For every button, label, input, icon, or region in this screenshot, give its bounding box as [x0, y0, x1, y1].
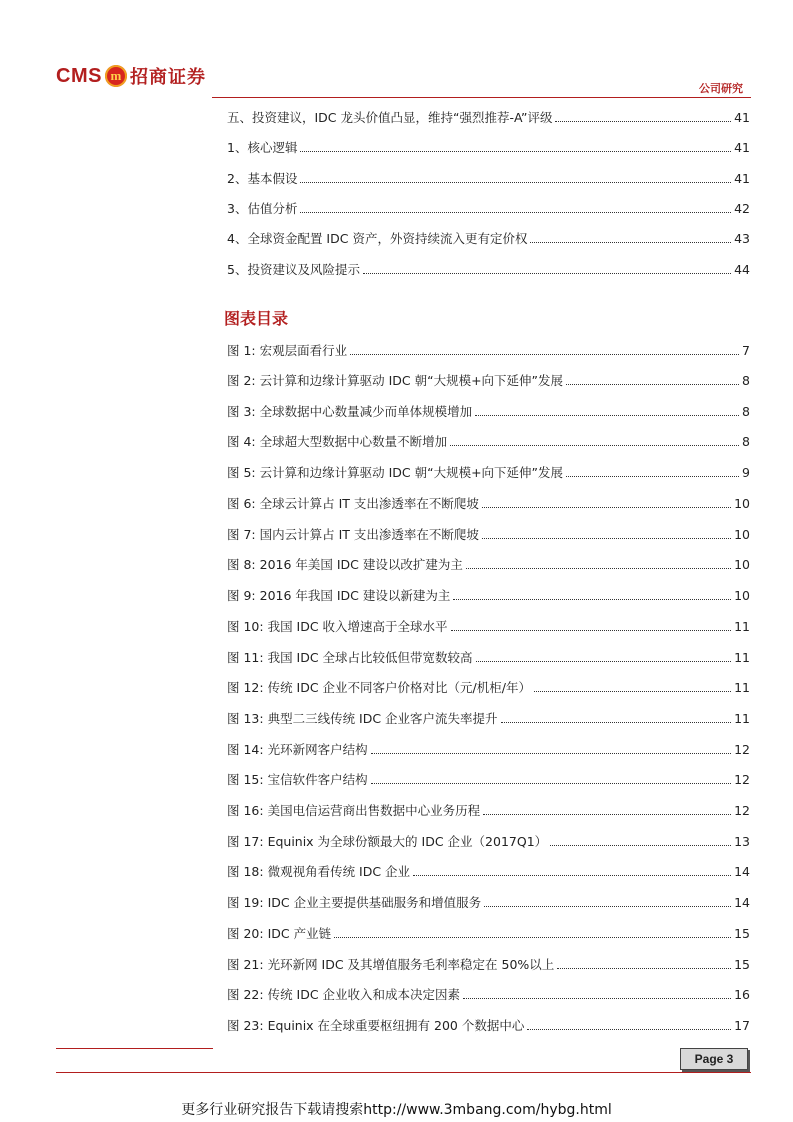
logo-badge-icon: m [105, 65, 127, 87]
figure-item[interactable] [227, 1016, 750, 1034]
figure-item-label: 图 14: 光环新网客户结构 [227, 742, 368, 757]
footnote-divider [56, 1048, 213, 1049]
toc-leader-dots [334, 937, 731, 938]
toc-leader-dots [501, 722, 732, 723]
figure-item-label: 图 10: 我国 IDC 收入增速高于全球水平 [227, 619, 448, 634]
figure-item-page: 14 [734, 864, 750, 879]
toc-item-page: 43 [734, 231, 750, 246]
toc-leader-dots [300, 182, 731, 183]
toc-leader-dots [483, 814, 731, 815]
figure-item-page: 15 [734, 957, 750, 972]
logo-chinese-text: 招商证券 [129, 67, 206, 88]
toc-item-page: 41 [734, 110, 750, 125]
toc-leader-dots [413, 875, 731, 876]
figure-item[interactable] [227, 740, 750, 758]
toc-leader-dots [363, 273, 731, 274]
toc-leader-dots [451, 630, 732, 631]
toc-leader-dots [350, 354, 739, 355]
figure-item[interactable] [227, 617, 750, 635]
figure-item[interactable] [227, 525, 750, 543]
figure-item-page: 8 [742, 373, 750, 388]
toc-item-label: 五、投资建议，IDC 龙头价值凸显，维持“强烈推荐-A”评级 [227, 110, 553, 125]
toc-leader-dots [466, 568, 731, 569]
toc-leader-dots [476, 661, 732, 662]
toc-item[interactable] [227, 169, 750, 187]
toc-leader-dots [453, 599, 731, 600]
figure-item-label: 图 1: 宏观层面看行业 [227, 343, 348, 358]
toc-leader-dots [566, 384, 739, 385]
figure-item[interactable] [227, 801, 750, 819]
figure-item-page: 7 [742, 343, 750, 358]
figure-item-label: 图 15: 宝信软件客户结构 [227, 772, 368, 787]
figure-item-label: 图 11: 我国 IDC 全球占比较低但带宽数较高 [227, 650, 473, 665]
company-logo [56, 60, 206, 92]
figure-item-page: 11 [734, 711, 750, 726]
toc-item-label: 2、基本假设 [227, 171, 298, 186]
figure-item-page: 11 [734, 619, 750, 634]
toc-leader-dots [371, 783, 732, 784]
figure-item[interactable] [227, 648, 750, 666]
footer-divider [56, 1072, 751, 1073]
toc-leader-dots [463, 998, 731, 999]
toc-leader-dots [555, 121, 731, 122]
toc-leader-dots [527, 1029, 731, 1030]
toc-leader-dots [484, 906, 731, 907]
figure-item-label: 图 7: 国内云计算占 IT 支出渗透率在不断爬坡 [227, 527, 479, 542]
toc-item-page: 42 [734, 201, 750, 216]
figure-item-label: 图 2: 云计算和边缘计算驱动 IDC 朝“大规模+向下延伸”发展 [227, 373, 564, 388]
figure-item-page: 12 [734, 772, 750, 787]
figure-item-label: 图 4: 全球超大型数据中心数量不断增加 [227, 434, 448, 449]
toc-item-label: 3、估值分析 [227, 201, 298, 216]
toc-item-label: 5、投资建议及风险提示 [227, 262, 360, 277]
figure-item-label: 图 3: 全球数据中心数量减少而单体规模增加 [227, 404, 473, 419]
toc-leader-dots [482, 507, 731, 508]
toc-item-page: 44 [734, 262, 750, 277]
figure-item-page: 8 [742, 434, 750, 449]
figure-item[interactable] [227, 586, 750, 604]
figure-item[interactable] [227, 985, 750, 1003]
figure-item-page: 11 [734, 680, 750, 695]
toc-leader-dots [534, 691, 731, 692]
toc-item-page: 41 [734, 140, 750, 155]
figure-item[interactable] [227, 494, 750, 512]
toc-item[interactable] [227, 199, 750, 217]
figure-item[interactable] [227, 709, 750, 727]
figure-item-page: 17 [734, 1018, 750, 1033]
figure-item-label: 图 23: Equinix 在全球重要枢纽拥有 200 个数据中心 [227, 1018, 525, 1033]
figure-item-page: 11 [734, 650, 750, 665]
figure-item-label: 图 17: Equinix 为全球份额最大的 IDC 企业（2017Q1） [227, 834, 548, 849]
figure-item-label: 图 9: 2016 年我国 IDC 建设以新建为主 [227, 588, 451, 603]
figure-item-label: 图 12: 传统 IDC 企业不同客户价格对比（元/机柜/年） [227, 680, 531, 695]
figures-list-title: 图表目录 [224, 309, 289, 328]
figure-item[interactable] [227, 463, 750, 481]
report-type-label: 公司研究 [699, 82, 743, 95]
toc-item-page: 41 [734, 171, 750, 186]
toc-item[interactable] [227, 260, 750, 278]
logo-cms-text: CMS [56, 64, 102, 87]
toc-leader-dots [475, 415, 739, 416]
figure-item-page: 15 [734, 926, 750, 941]
toc-item-label: 1、核心逻辑 [227, 140, 298, 155]
figure-item-label: 图 20: IDC 产业链 [227, 926, 332, 941]
figure-item-label: 图 22: 传统 IDC 企业收入和成本决定因素 [227, 987, 461, 1002]
header-divider [212, 97, 751, 98]
toc-item-label: 4、全球资金配置 IDC 资产，外资持续流入更有定价权 [227, 231, 528, 246]
figure-item-label: 图 21: 光环新网 IDC 及其增值服务毛利率稳定在 50%以上 [227, 957, 555, 972]
figure-item[interactable] [227, 832, 750, 850]
page-number-badge: Page 3 [680, 1048, 748, 1070]
figure-item-page: 9 [742, 465, 750, 480]
toc-leader-dots [557, 968, 731, 969]
toc-leader-dots [566, 476, 739, 477]
figure-item[interactable] [227, 432, 750, 450]
figure-item-label: 图 13: 典型二三线传统 IDC 企业客户流失率提升 [227, 711, 498, 726]
figure-item[interactable] [227, 893, 750, 911]
figure-item-page: 10 [734, 527, 750, 542]
toc-item[interactable] [227, 108, 750, 126]
figure-item-label: 图 18: 微观视角看传统 IDC 企业 [227, 864, 411, 879]
figure-item-label: 图 6: 全球云计算占 IT 支出渗透率在不断爬坡 [227, 496, 479, 511]
toc-leader-dots [450, 445, 739, 446]
toc-leader-dots [300, 151, 731, 152]
figure-item-page: 10 [734, 588, 750, 603]
toc-item[interactable] [227, 229, 750, 247]
figure-item[interactable] [227, 402, 750, 420]
download-watermark: 更多行业研究报告下载请搜索http://www.3mbang.com/hybg.html [181, 1102, 612, 1118]
toc-leader-dots [530, 242, 731, 243]
toc-leader-dots [550, 845, 731, 846]
figure-item[interactable] [227, 770, 750, 788]
figure-item-page: 12 [734, 803, 750, 818]
figure-item-page: 13 [734, 834, 750, 849]
figure-item[interactable] [227, 555, 750, 573]
figure-item[interactable] [227, 371, 750, 389]
figure-item-page: 14 [734, 895, 750, 910]
figure-item[interactable] [227, 862, 750, 880]
figure-item-label: 图 5: 云计算和边缘计算驱动 IDC 朝“大规模+向下延伸”发展 [227, 465, 564, 480]
figure-item[interactable] [227, 678, 750, 696]
toc-leader-dots [371, 753, 732, 754]
toc-leader-dots [482, 538, 731, 539]
figure-item-label: 图 16: 美国电信运营商出售数据中心业务历程 [227, 803, 481, 818]
figure-item-label: 图 8: 2016 年美国 IDC 建设以改扩建为主 [227, 557, 463, 572]
figure-item-page: 10 [734, 496, 750, 511]
figure-item[interactable] [227, 341, 750, 359]
figure-item[interactable] [227, 955, 750, 973]
figure-item-page: 16 [734, 987, 750, 1002]
figure-item-page: 12 [734, 742, 750, 757]
figure-item-label: 图 19: IDC 企业主要提供基础服务和增值服务 [227, 895, 482, 910]
figure-item-page: 10 [734, 557, 750, 572]
figure-item-page: 8 [742, 404, 750, 419]
figure-item[interactable] [227, 924, 750, 942]
toc-item[interactable] [227, 138, 750, 156]
toc-leader-dots [300, 212, 731, 213]
